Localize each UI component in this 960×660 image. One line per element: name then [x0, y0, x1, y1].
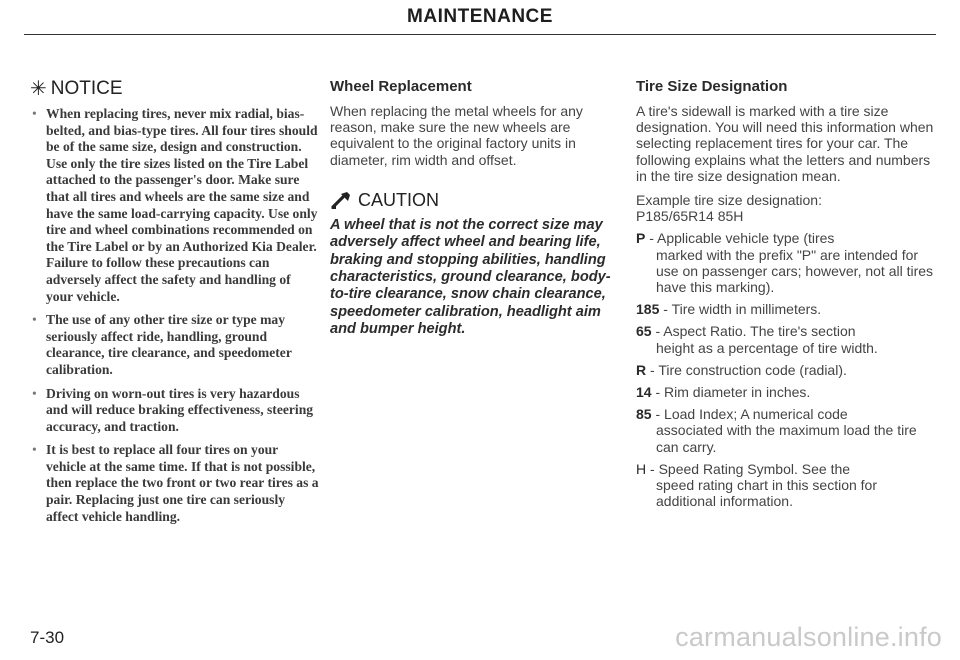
bullet-icon: • — [32, 106, 37, 121]
code-item-14: 14 - Rim diameter in inches. — [636, 384, 811, 401]
tire-size-example — [636, 192, 936, 224]
code-item-p: P - Applicable vehicle type (tires marked with the prefix "P" are intended for use on passenger cars; however, not all tires have this marking). — [636, 230, 934, 296]
bullet-icon: • — [32, 385, 37, 401]
asterisk-icon: ✳ — [30, 78, 47, 100]
tire-size-intro: A tire's sidewall is marked with a tire size designation. You will need this information when selecting replacement tires for your car. The following explains what the letters and numbers in the tire size designation mean. — [636, 103, 934, 184]
notice-heading — [30, 78, 320, 100]
caution-heading — [330, 190, 620, 211]
tire-size-title: Tire Size Designation — [636, 78, 788, 95]
caution-text: A wheel that is not the correct size may adversely affect wheel and bearing life, braking and stopping abilities, handling characteristics, ground clearance, body-to-tire clearance, snow chain clearance, speedometer calibration, headlight aim and bumper height. — [330, 216, 611, 338]
code-item-185: 185 - Tire width in millimeters. — [636, 301, 822, 318]
code-item-65: 65 - Aspect Ratio. The tire's section height as a percentage of tire width. — [636, 323, 878, 356]
bullet-icon: • — [32, 312, 37, 328]
page-header-title: MAINTENANCE — [407, 6, 553, 27]
notice-list — [30, 106, 320, 525]
code-item-h: H - Speed Rating Symbol. See the speed rating chart in this section for additional information. — [636, 460, 878, 510]
caution-title: CAUTION — [358, 189, 439, 210]
wheel-replacement-body: When replacing the metal wheels for any reason, make sure the new wheels are equivalent to the original factory units in diameter, rim width and offset. — [330, 103, 583, 168]
watermark: carmanualsonline.info — [675, 622, 942, 652]
code-item-r: R - Tire construction code (radial). — [636, 361, 847, 378]
wheel-replacement-section — [330, 78, 620, 339]
wheel-replacement-title: Wheel Replacement — [330, 78, 472, 95]
notice-section — [30, 78, 320, 532]
bullet-icon: • — [32, 442, 37, 458]
notice-item: • The use of any other tire size or type may seriously affect ride, handling, ground clearance, tire clearance, and speedometer calibration. — [32, 312, 292, 377]
header-divider — [24, 34, 936, 35]
tire-size-section — [636, 78, 936, 515]
notice-title: NOTICE — [50, 78, 123, 99]
notice-item: • It is best to replace all four tires on your vehicle at the same time. If that is not possible, then replace the two front or two rear tires as a pair. Replacing just one tire can seriously affect vehicle handling. — [32, 442, 319, 524]
page-number: 7-30 — [30, 628, 65, 647]
example-value: P185/65R14 85H — [636, 208, 744, 225]
example-label: Example tire size designation: — [636, 192, 822, 209]
caution-wrench-icon — [330, 190, 352, 210]
notice-item: • When replacing tires, never mix radial, bias-belted, and bias-type tires. All four tires should be of the same size, design and construction. Use only the tire sizes listed on the Tire Label attached to the passenger's door. Make sure that all tires and wheels are the same size and have the same load-carrying capacity. Use only tire and wheel combinations recommended on the Tire Label or by an Authorized Kia Dealer. Failure to follow these precautions can adversely affect the safety and handling of your vehicle. — [32, 106, 318, 304]
notice-item: • Driving on worn-out tires is very hazardous and will reduce braking effectiveness, steering accuracy, and traction. — [32, 385, 314, 434]
code-item-85: 85 - Load Index; A numerical code associated with the maximum load the tire can carry. — [636, 406, 917, 455]
